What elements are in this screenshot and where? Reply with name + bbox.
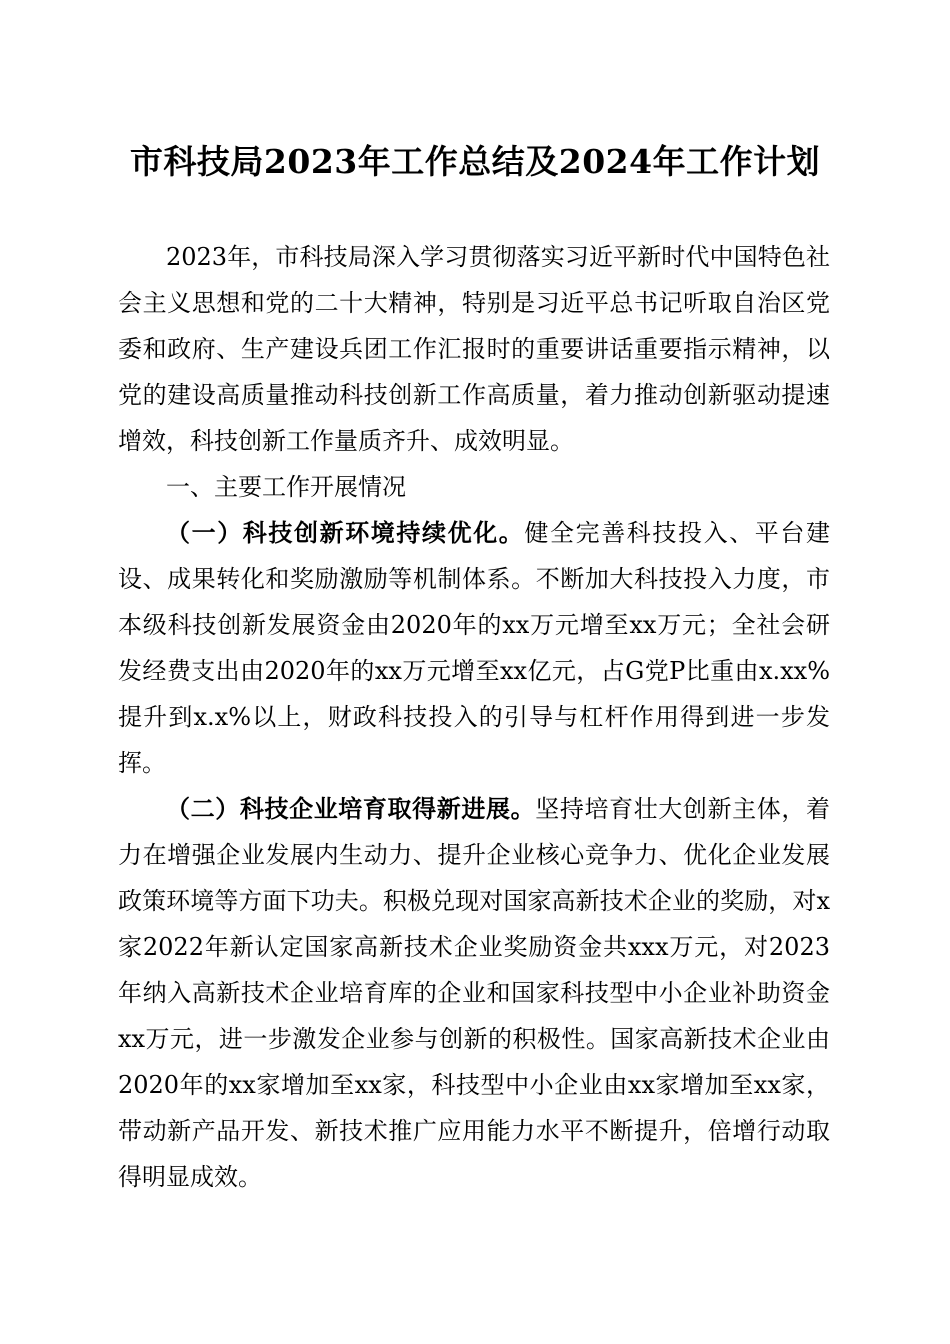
item-1-lead: （一）科技创新环境持续优化。 (166, 518, 525, 547)
item-2-text: 坚持培育壮大创新主体，着力在增强企业发展内生动力、提升企业核心竞争力、优化企业发展政策环境等方面下功夫。积极兑现对国家高新技术企业的奖励，对x家2022年新认定国家高新技术企业奖励资金共xxx万元，对2023年纳入高新技术企业培育库的企业和国家科技型中小企业补助资金xx万元，进一步激发企业参与创新的积极性。国家高新技术企业由2020年的xx家增加至xx家，科技型中小企业由xx家增加至xx家，带动新产品开发、新技术推广应用能力水平不断提升，倍增行动取得明显成效。 (118, 795, 831, 1191)
paragraph-item-2 (118, 786, 830, 1200)
item-1-text: 健全完善科技投入、平台建设、成果转化和奖励激励等机制体系。不断加大科技投入力度，市本级科技创新发展资金由2020年的xx万元增至xx万元；全社会研发经费支出由2020年的xx万元增至xx亿元，占G党P比重由x.xx%提升到x.x%以上，财政科技投入的引导与杠杆作用得到进一步发挥。 (118, 519, 831, 777)
paragraph-item-1 (118, 510, 830, 786)
document-body (118, 234, 830, 1200)
item-2-lead: （二）科技企业培育取得新进展。 (166, 794, 536, 823)
document-title: 市科技局2023年工作总结及2024年工作计划 (129, 142, 821, 181)
intro-paragraph: 2023年，市科技局深入学习贯彻落实习近平新时代中国特色社会主义思想和党的二十大精神，特别是习近平总书记听取自治区党委和政府、生产建设兵团工作汇报时的重要讲话重要指示精神，以党的建设高质量推动科技创新工作高质量，着力推动创新驱动提速增效，科技创新工作量质齐升、成效明显。 (118, 243, 830, 455)
section-heading: 一、主要工作开展情况 (166, 473, 406, 501)
